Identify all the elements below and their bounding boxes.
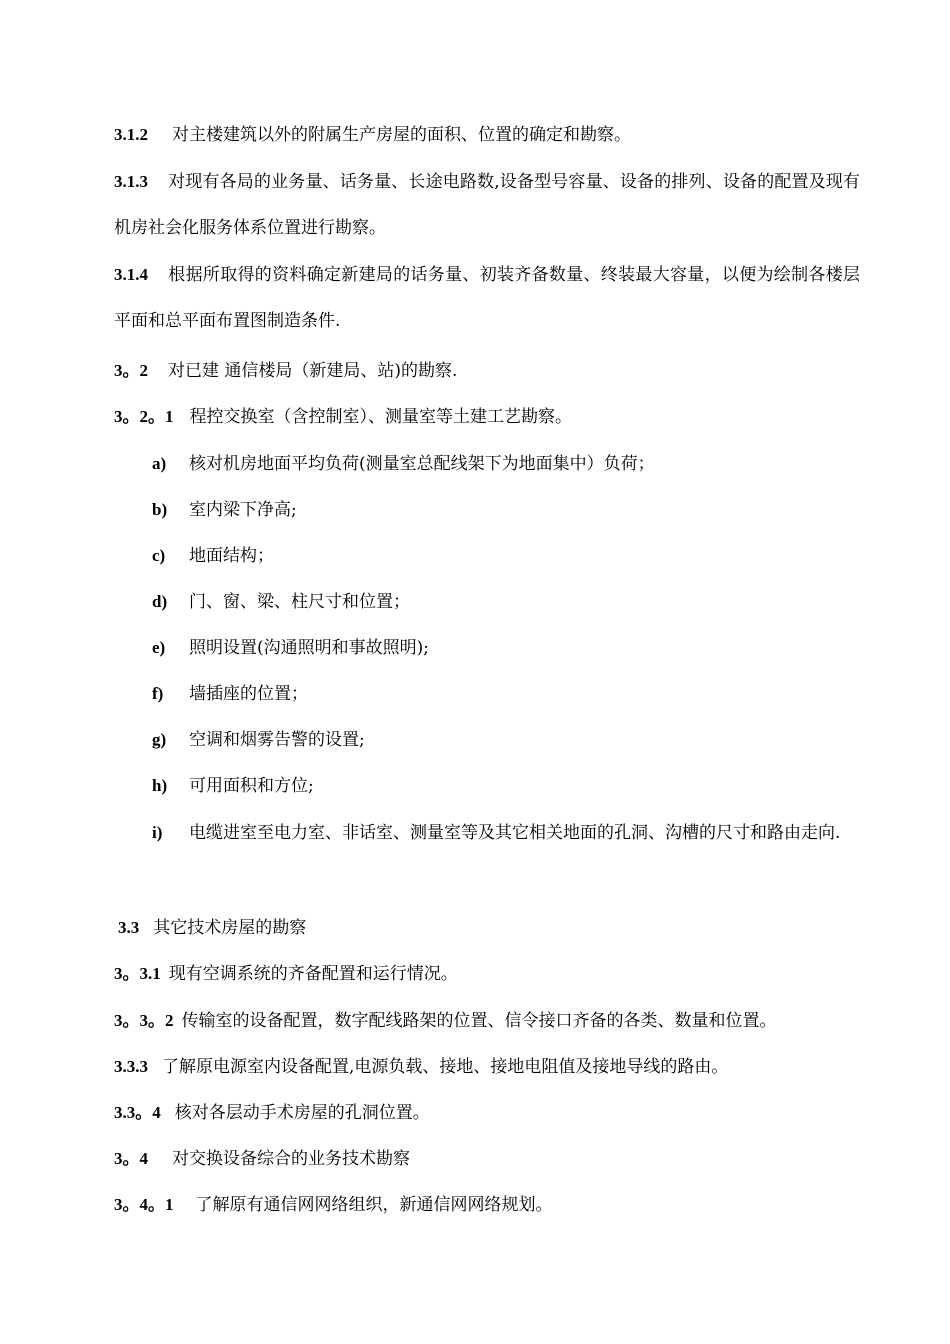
list-item-a: [152, 441, 860, 487]
section-text: 对现有各局的业务量、话务量、长途电路数,设备型号容量、设备的排列、设备的配置及现有机房社会化服务体系位置进行勘察。: [114, 172, 860, 238]
list-item-c: [152, 533, 860, 579]
list-label: g): [152, 730, 167, 749]
section-text: 对主楼建筑以外的附属生产房屋的面积、位置的确定和勘察。: [172, 125, 631, 145]
list-text: 电缆进室至电力室、非话室、测量室等及其它相关地面的孔洞、沟槽的尺寸和路由走向.: [189, 823, 841, 843]
section-number: 3。3.1: [114, 964, 161, 983]
list-label: a): [152, 454, 167, 473]
list-item-e: [152, 625, 860, 671]
section-3-3-1: [114, 951, 860, 997]
section-text: 了解原电源室内设备配置,电源负载、接地、接地电阻值及接地导线的路由。: [162, 1057, 729, 1077]
list-item-g: [152, 717, 860, 763]
section-text: 对已建 通信楼局（新建局、站)的勘察.: [168, 361, 458, 381]
section-text: 程控交换室（含控制室）、测量室等土建工艺勘察。: [189, 407, 572, 427]
section-number: 3.3.3: [114, 1057, 148, 1076]
list-text: 空调和烟雾告警的设置;: [189, 730, 365, 750]
list-label: h): [152, 776, 168, 795]
section-number: 3。3。2: [114, 1011, 174, 1030]
section-3-2-1: [114, 394, 860, 440]
section-text: 核对各层动手术房屋的孔洞位置。: [174, 1103, 430, 1123]
section-3-4: [114, 1136, 860, 1182]
list-item-h: [152, 763, 860, 809]
list-item-d: [152, 579, 860, 625]
section-3-1-3: [114, 159, 860, 251]
section-3-1-4: [114, 252, 860, 344]
section-number: 3。2: [114, 361, 148, 380]
section-number: 3。2。1: [114, 407, 174, 426]
list-label: d): [152, 592, 168, 611]
section-number: 3.1.3: [114, 172, 148, 191]
section-3-3-3: [114, 1044, 860, 1090]
section-number: 3。4。1: [114, 1195, 174, 1214]
list-label: i): [152, 823, 163, 842]
list-text: 核对机房地面平均负荷(测量室总配线架下为地面集中）负荷；: [189, 454, 655, 474]
list-item-i: [152, 810, 860, 856]
list-text: 门、窗、梁、柱尺寸和位置；: [189, 592, 410, 612]
section-number: 3.3。4: [114, 1103, 161, 1122]
section-text: 对交换设备综合的业务技术勘察: [172, 1149, 410, 1169]
section-text: 了解原有通信网网络组织，新通信网网络规划。: [195, 1195, 553, 1215]
list-text: 地面结构；: [189, 546, 274, 566]
list-label: f): [152, 684, 164, 703]
section-text: 其它技术房屋的勘察: [153, 918, 307, 938]
list-label: b): [152, 500, 168, 519]
list-item-b: [152, 487, 860, 533]
section-text: 现有空调系统的齐备配置和运行情况。: [168, 964, 458, 984]
list-item-f: [152, 671, 860, 717]
list-text: 可用面积和方位;: [189, 776, 314, 796]
section-text: 根据所取得的资料确定新建局的话务量、初装齐备数量、终装最大容量，以便为绘制各楼层平面和总平面布置图制造条件.: [114, 265, 860, 331]
section-number: 3。4: [114, 1149, 148, 1168]
list-label: c): [152, 546, 166, 565]
section-3-1-2: [114, 112, 860, 158]
section-text: 传输室的设备配置，数字配线路架的位置、信令接口齐备的各类、数量和位置。: [181, 1011, 777, 1031]
section-3-3-2: [114, 998, 860, 1044]
list-label: e): [152, 638, 166, 657]
section-3-3-4: [114, 1090, 860, 1136]
section-number: 3.1.2: [114, 125, 148, 144]
section-3-3: [118, 905, 864, 951]
section-number: 3.1.4: [114, 265, 148, 284]
section-3-2: [114, 348, 860, 394]
list-text: 照明设置(沟通照明和事故照明);: [189, 638, 429, 658]
section-number: 3.3: [118, 918, 140, 937]
list-text: 墙插座的位置；: [189, 684, 308, 704]
section-3-4-1: [114, 1182, 860, 1228]
list-text: 室内梁下净高;: [189, 500, 297, 520]
